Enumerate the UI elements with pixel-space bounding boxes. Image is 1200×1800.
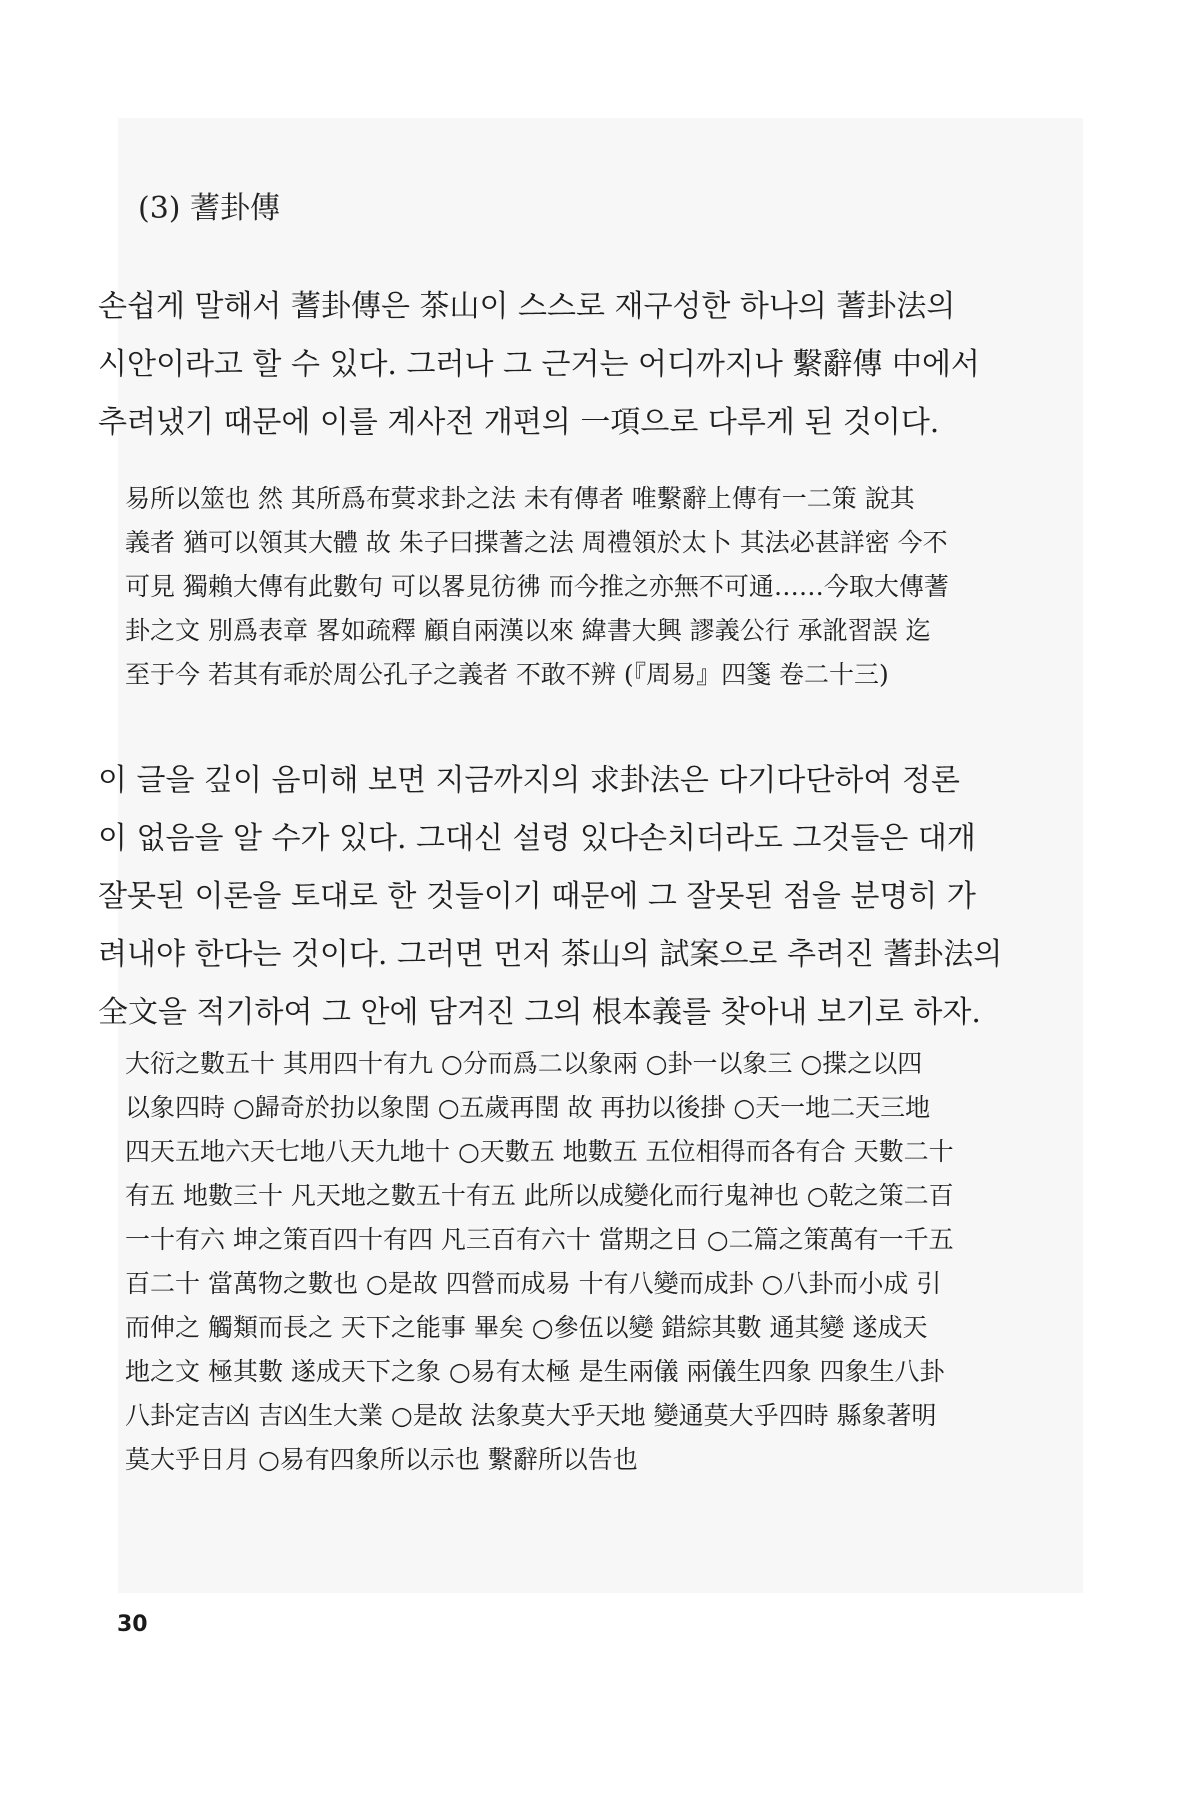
text-line: 이 없음을 알 수가 있다. 그대신 설령 있다손치더라도 그것들은 대개 <box>98 821 976 856</box>
page-number: 30 <box>117 1612 148 1637</box>
quote-line: 而伸之 觸類而長之 天下之能事 畢矣 ○參伍以變 錯綜其數 通其變 遂成天 <box>125 1313 928 1342</box>
text-line: 손쉽게 말해서 蓍卦傳은 茶山이 스스로 재구성한 하나의 蓍卦法의 <box>98 289 956 324</box>
text-line: 全文을 적기하여 그 안에 담겨진 그의 根本義를 찾아내 보기로 하자. <box>98 995 981 1030</box>
text-line: 추려냈기 때문에 이를 계사전 개편의 一項으로 다루게 된 것이다. <box>98 405 940 440</box>
quote-line: 以象四時 ○歸奇於扐以象閏 ○五歲再閏 故 再扐以後掛 ○天一地二天三地 <box>125 1093 931 1122</box>
body-paragraph-2 <box>98 752 1028 1042</box>
quote-line: 百二十 當萬物之數也 ○是故 四營而成易 十有八變而成卦 ○八卦而小成 引 <box>125 1269 942 1298</box>
text-line: 려내야 한다는 것이다. 그러면 먼저 茶山의 試案으로 추려진 蓍卦法의 <box>98 937 1003 972</box>
quote-line: 易所以筮也 然 其所爲布蓂求卦之法 未有傳者 唯繫辭上傳有一二策 說其 <box>125 484 915 513</box>
quote-line: 至于今 若其有乖於周公孔子之義者 不敢不辨 (『周易』四箋 卷二十三) <box>125 660 889 689</box>
text-line: 잘못된 이론을 토대로 한 것들이기 때문에 그 잘못된 점을 분명히 가 <box>98 879 976 914</box>
quote-line: 義者 猶可以領其大體 故 朱子曰揲蓍之法 周禮領於太卜 其法必甚詳密 今不 <box>125 528 948 557</box>
quote-line: 一十有六 坤之策百四十有四 凡三百有六十 當期之日 ○二篇之策萬有一千五 <box>125 1225 954 1254</box>
quote-line: 大衍之數五十 其用四十有九 ○分而爲二以象兩 ○卦一以象三 ○揲之以四 <box>125 1049 923 1078</box>
text-line: 시안이라고 할 수 있다. 그러나 그 근거는 어디까지나 繫辭傳 中에서 <box>98 347 980 382</box>
quote-line: 有五 地數三十 凡天地之數五十有五 此所以成變化而行鬼神也 ○乾之策二百 <box>125 1181 954 1210</box>
body-paragraph-1 <box>98 278 1028 452</box>
quote-line: 莫大乎日月 ○易有四象所以示也 繫辭所以告也 <box>125 1445 638 1474</box>
classical-quotation-1 <box>125 477 1025 697</box>
quote-line: 卦之文 別爲表章 畧如疏釋 顧自兩漢以來 緯書大興 謬義公行 承訛習誤 迄 <box>125 616 931 645</box>
quote-line: 可見 獨賴大傳有此數句 可以畧見彷彿 而今推之亦無不可通……今取大傳蓍 <box>125 572 949 601</box>
quote-line: 八卦定吉凶 吉凶生大業 ○是故 法象莫大乎天地 變通莫大乎四時 縣象著明 <box>125 1401 937 1430</box>
quote-line: 四天五地六天七地八天九地十 ○天數五 地數五 五位相得而各有合 天數二十 <box>125 1137 954 1166</box>
classical-quotation-2 <box>125 1042 1025 1482</box>
quote-line: 地之文 極其數 遂成天下之象 ○易有太極 是生兩儀 兩儀生四象 四象生八卦 <box>125 1357 945 1386</box>
section-heading: (3) 蓍卦傳 <box>138 191 281 226</box>
text-line: 이 글을 깊이 음미해 보면 지금까지의 求卦法은 다기다단하여 정론 <box>98 763 960 798</box>
